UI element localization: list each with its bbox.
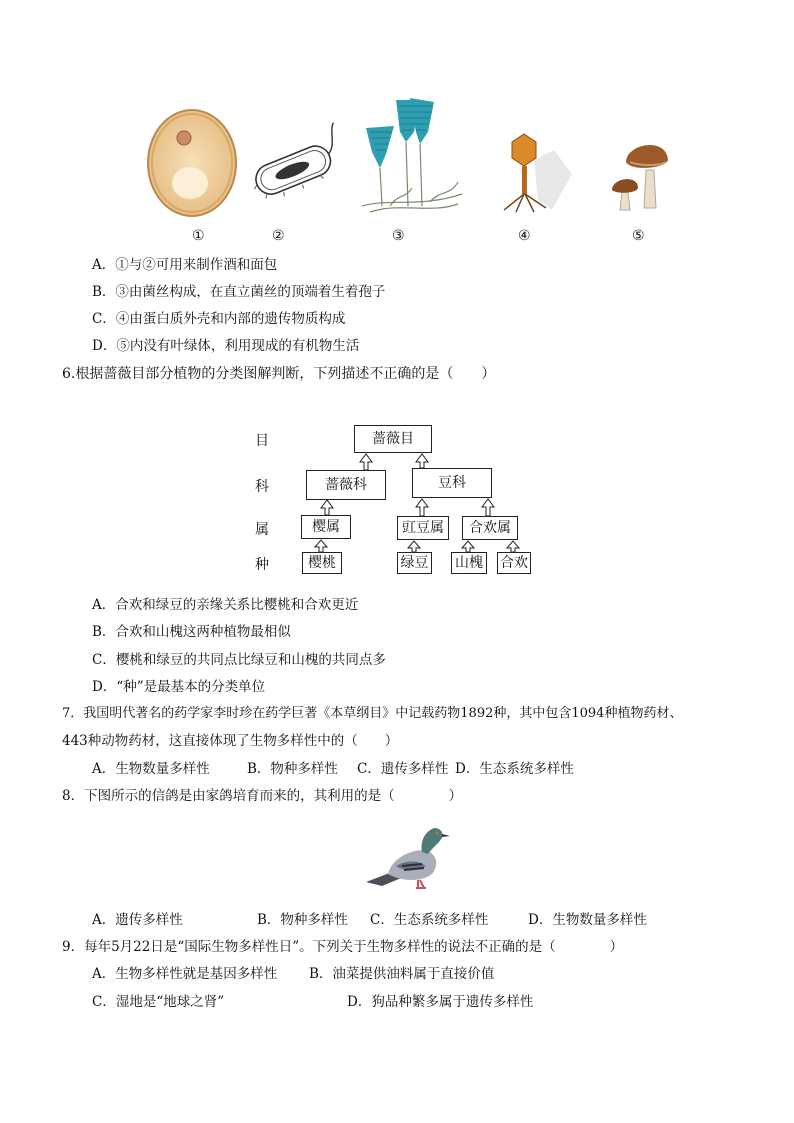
node-species-cherry: 樱桃 bbox=[302, 552, 342, 574]
node-genus-vigna: 豇豆属 bbox=[397, 516, 449, 540]
node-order: 蔷薇目 bbox=[354, 425, 432, 453]
q7-stem-line1: 7．我国明代著名的药学家李时珍在药学巨著《本草纲目》中记载药物1892种，其中包含1094种植物药材、 bbox=[62, 706, 683, 721]
node-family-rosaceae: 蔷薇科 bbox=[306, 470, 386, 500]
figure-label-1: ① bbox=[192, 228, 205, 244]
q9-option-d: D．狗品种繁多属于遗传多样性 bbox=[347, 994, 534, 1010]
q9-stem: 9．每年5月22日是“国际生物多样性日”。下列关于生物多样性的说法不正确的是（ ） bbox=[62, 939, 624, 955]
figure-label-4: ④ bbox=[518, 228, 531, 244]
q8-option-a: A．遗传多样性 bbox=[92, 912, 183, 928]
q9-option-b: B．油菜提供油料属于直接价值 bbox=[309, 966, 495, 982]
node-genus-albizia: 合欢属 bbox=[462, 516, 518, 540]
node-genus-cerasus: 樱属 bbox=[301, 515, 351, 539]
q8-option-b: B．物种多样性 bbox=[257, 912, 348, 928]
node-family-fabaceae: 豆科 bbox=[412, 468, 492, 498]
q8-stem: 8．下图所示的信鸽是由家鸽培育而来的，其利用的是（ ） bbox=[62, 788, 463, 804]
q5-option-d: D．⑤内没有叶绿体，利用现成的有机物生活 bbox=[92, 338, 360, 354]
figure-label-2: ② bbox=[272, 228, 285, 244]
q7-option-a: A．生物数量多样性 bbox=[92, 761, 210, 777]
q7-stem-line2: 443种动物药材，这直接体现了生物多样性中的（ ） bbox=[62, 733, 399, 749]
node-species-kalkora: 山槐 bbox=[451, 552, 487, 574]
q9-option-a: A．生物多样性就是基因多样性 bbox=[92, 966, 278, 982]
figure-label-3: ③ bbox=[392, 228, 405, 244]
q7-option-c: C．遗传多样性 bbox=[357, 761, 449, 777]
node-species-mungbean: 绿豆 bbox=[397, 552, 432, 574]
figure-label-5: ⑤ bbox=[632, 228, 645, 244]
q6-option-b: B．合欢和山槐这两种植物最相似 bbox=[92, 624, 291, 640]
pigeon-illustration bbox=[362, 820, 454, 896]
q8-option-d: D．生物数量多样性 bbox=[528, 912, 647, 928]
q5-option-c: C．④由蛋白质外壳和内部的遗传物质构成 bbox=[92, 311, 346, 327]
q9-option-c: C．湿地是“地球之肾” bbox=[92, 994, 225, 1010]
level-genus: 属 bbox=[255, 522, 269, 538]
q6-stem: 6.根据蔷薇目部分植物的分类图解判断，下列描述不正确的是（ ） bbox=[62, 366, 496, 382]
q5-option-b: B．③由菌丝构成，在直立菌丝的顶端着生着孢子 bbox=[92, 284, 386, 300]
q6-option-d: D．“种”是最基本的分类单位 bbox=[92, 679, 266, 695]
q7-option-b: B．物种多样性 bbox=[247, 761, 338, 777]
level-order: 目 bbox=[255, 433, 269, 449]
level-family: 科 bbox=[255, 479, 269, 495]
q8-option-c: C．生态系统多样性 bbox=[370, 912, 489, 928]
q5-option-a: A．①与②可用来制作酒和面包 bbox=[92, 257, 278, 273]
node-species-albizia: 合欢 bbox=[497, 552, 531, 574]
q6-option-c: C．樱桃和绿豆的共同点比绿豆和山槐的共同点多 bbox=[92, 652, 386, 668]
q6-option-a: A．合欢和绿豆的亲缘关系比樱桃和合欢更近 bbox=[92, 597, 359, 613]
q7-option-d: D．生态系统多样性 bbox=[455, 761, 574, 777]
level-species: 种 bbox=[255, 557, 269, 573]
